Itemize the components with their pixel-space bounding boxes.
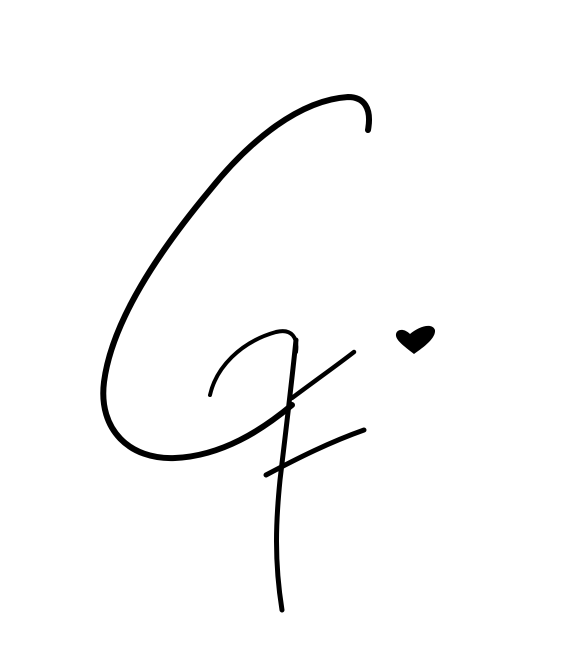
signature-hook [210, 331, 296, 395]
signature-main-loop [103, 97, 369, 458]
heart-icon [396, 326, 435, 354]
signature-descender [277, 340, 297, 610]
signature-crossbar [266, 430, 364, 475]
signature-slash [292, 352, 354, 398]
